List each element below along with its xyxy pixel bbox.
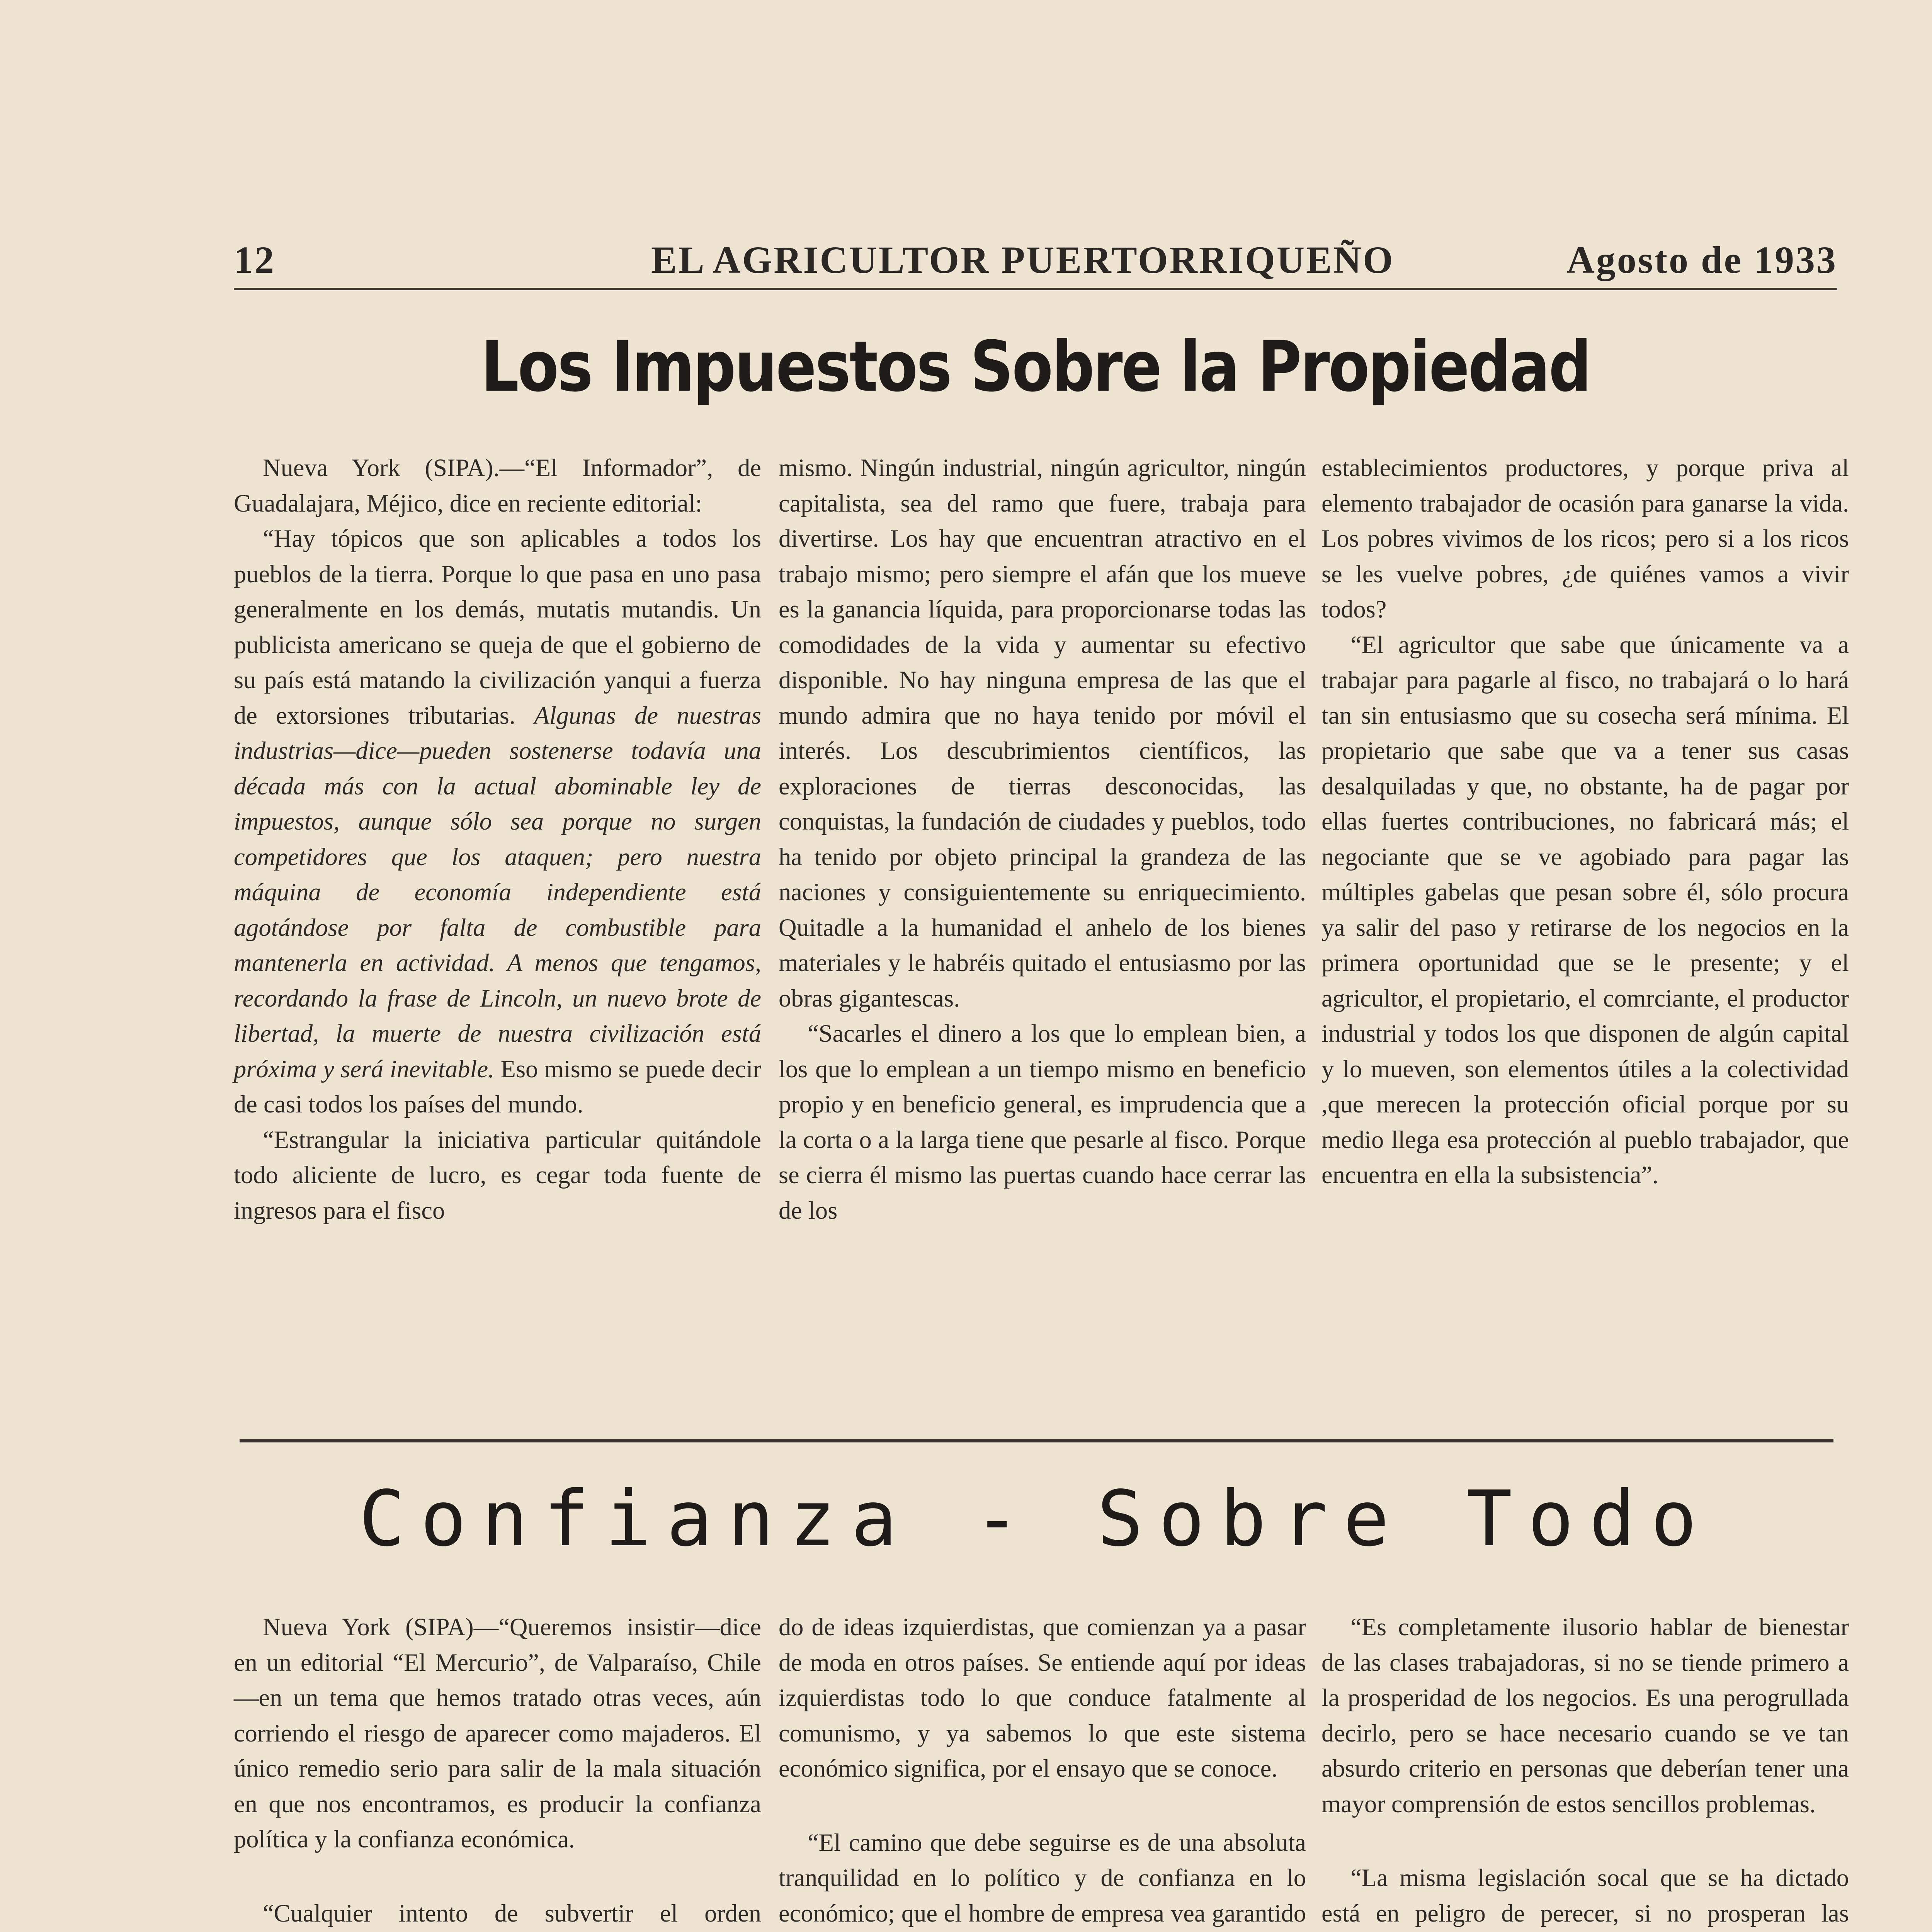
paragraph: Nueva York (SIPA).—“El Informador”, de Guadalajara, Méjico, dice en reciente editorial: [234,454,761,517]
paragraph: do de ideas izquierdistas, que comienzan ya a pasar de moda en otros países. Se entiende aquí por ideas izquierdistas todo lo que conduce fatalmente al comunismo, y ya sabemos lo que este sistema económico significa, por el ensayo que se conoce. [779,1613,1306,1782]
paragraph: “Sacarles el dinero a los que lo emplean bien, a los que lo emplean a un tiempo mismo en beneficio propio y en beneficio general, es imprudencia que a la corta o a la larga tiene que pesarle al fisco. Porque se cierra él mismo las puertas cuando hace cerrar las de los [779,1020,1306,1224]
paragraph: “Cualquier intento de subvertir el orden [263,1899,761,1927]
header-rule [234,288,1837,290]
article-title: Confianza - Sobre Todo [359,1474,1713,1563]
publication-title: EL AGRICULTOR PUERTORRIQUEÑO [651,238,1395,281]
text-span: Eso mismo se puede decir de casi todos los países del mundo. [234,1055,761,1118]
issue-date: Agosto de 1933 [1566,238,1837,281]
article-column-3 [1321,450,1849,1424]
page-header [234,238,1837,288]
article-title: Los Impuestos Sobre la Propiedad [481,327,1590,407]
article-column-2 [779,450,1306,1424]
paragraph: establecimientos productores, y porque priva al elemento trabajador de ocasión para ganarse la vida. Los pobres vivimos de los ricos; pero si a los ricos se les vuelve pobres, ¿de quiénes vamos a vivir todos? [1321,454,1849,623]
paragraph: “La misma legislación socal que se ha dictado está en peligro de perecer, si no prosperan las [1321,1864,1849,1927]
paragraph: “Es completamente ilusorio hablar de bienestar de las clases trabajadoras, si no se tiende primero a la prosperidad de los negocios. Es una perogrullada decirlo, pero se hace necesario cuando se ve tan absurdo criterio en personas que deberían tener una mayor comprensión de estos sencillos problemas. [1321,1613,1849,1818]
article-divider [240,1439,1833,1442]
text-span: “Hay tópicos que son aplicables a todos los pueblos de la tierra. Porque lo que pasa en uno pasa generalmente en los demás, mutatis mutandis. Un publicista americano se queja de que el gobierno de su país está matando la civilización yanqui a fuerza de extorsiones tributarias. [234,525,761,729]
article-column-3 [1321,1609,1849,1932]
paragraph: Nueva York (SIPA)—“Queremos insistir—dice en un editorial “El Mercurio”, de Valparaíso, Chile—en un tema que hemos tratado otras veces, aún corriendo el riesgo de aparecer como majaderos. El único remedio serio para salir de la mala situación en que nos encontramos, es producir la confianza política y la confianza económica. [234,1613,761,1853]
page-number: 12 [234,238,276,281]
paragraph: “El camino que debe seguirse es de una absoluta tranquilidad en lo político y de confianza en lo económico; que el hombre de empresa vea garantido [779,1828,1306,1927]
paragraph: “Estrangular la iniciativa particular quitándole todo aliciente de lucro, es cegar toda fuente de ingresos para el fisco [234,1126,761,1224]
paragraph: mismo. Ningún industrial, ningún agricultor, ningún capitalista, sea del ramo que fuere, trabaja para divertirse. Los hay que encuentran atractivo en el trabajo mismo; pero siempre el afán que los mueve es la ganancia líquida, para proporcionarse todas las comodidades de la vida y aumentar su efectivo disponible. No hay ninguna empresa de las que el mundo admira que no haya tenido por móvil el interés. Los descubrimientos científicos, las exploraciones de tierras desconocidas, las conquistas, la fundación de ciudades y pueblos, todo ha tenido por objeto principal la grandeza de las naciones y consiguientemente su enriquecimiento. Quitadle a la humanidad el anhelo de los bienes materiales y le habréis quitado el entusiasmo por las obras gigantescas. [779,454,1306,1012]
article-column-1 [234,450,761,1424]
paragraph: “El agricultor que sabe que únicamente va a trabajar para pagarle al fisco, no trabajará o lo hará tan sin entusiasmo que su cosecha será mínima. El propietario que sabe que va a tener sus casas desalquiladas y que, no obstante, ha de pagar por ellas fuertes contribuciones, no fabricará más; el negociante que se ve agobiado para pagar las múltiples gabelas que pesan sobre él, sólo procura ya salir del paso y retirarse de los negocios en la primera oportunidad que se le presente; y el agricultor, el propietario, el comrciante, el productor industrial y todos los que disponen de algún capital y lo mueven, son elementos útiles a la colectividad ,que merecen la protección oficial porque por su medio llega esa protección al pueblo trabajador, que encuentra en ella la subsistencia”. [1321,631,1849,1189]
italic-quote: Algunas de nuestras industrias—dice—pueden sostenerse todavía una década más con la actual abominable ley de impuestos, aunque sólo sea porque no surgen competidores que los ataquen; pero nuestra máquina de economía independiente está agotándose por falta de combustible para mantenerla en actividad. A menos que tengamos, recordando la frase de Lincoln, un nuevo brote de libertad, la muerte de nuestra civilización está próxima y será inevitable. [234,701,761,1083]
article-column-1 [234,1609,761,1932]
article-column-2 [779,1609,1306,1932]
paragraph [234,521,761,1122]
